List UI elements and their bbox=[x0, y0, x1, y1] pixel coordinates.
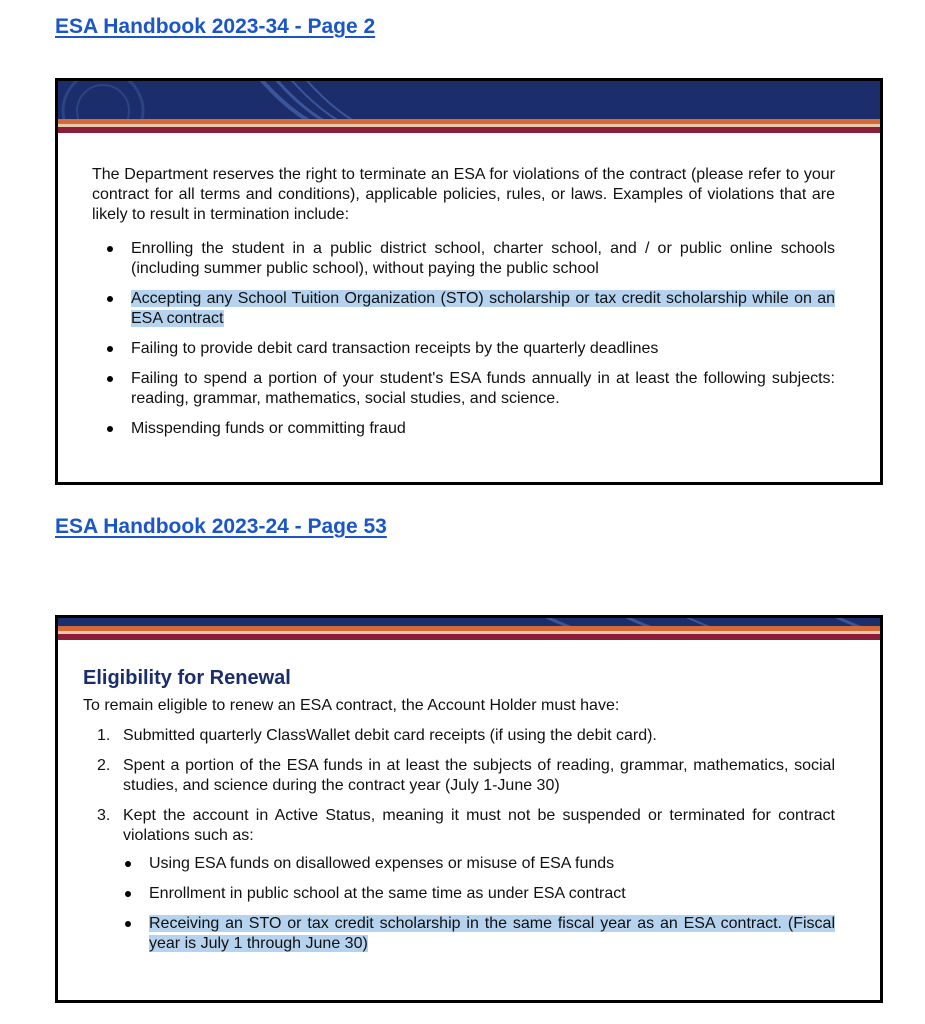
banner-decoration-icon bbox=[58, 618, 880, 626]
intro-paragraph: The Department reserves the right to terminate an ESA for violations of the contract (please refer to your contract for all terms and conditions), applicable policies, rules, or laws. Examples of violations that are likely to result in termination include: bbox=[92, 166, 835, 223]
handbook-excerpt-page-53 bbox=[55, 615, 883, 1003]
list-item bbox=[83, 726, 835, 746]
highlighted-text: Accepting any School Tuition Organization (STO) scholarship or tax credit scholarship while on an ESA contract bbox=[131, 290, 835, 327]
item-text: Spent a portion of the ESA funds in at least the subjects of reading, grammar, mathematics, social studies, and science during the contract year (July 1-June 30) bbox=[123, 757, 835, 794]
list-item: Failing to provide debit card transaction receipts by the quarterly deadlines bbox=[92, 339, 835, 359]
list-item bbox=[83, 806, 835, 954]
item-number: 3. bbox=[97, 807, 111, 824]
list-item bbox=[83, 756, 835, 796]
banner-decoration-icon bbox=[58, 81, 880, 119]
highlighted-text: Receiving an STO or tax credit scholarship in the same fiscal year as an ESA contract. (Fiscal year is July 1 through June 30) bbox=[149, 915, 835, 952]
header-banner bbox=[58, 81, 880, 133]
list-item-highlighted bbox=[123, 914, 835, 954]
list-item-highlighted bbox=[92, 289, 835, 329]
list-item: Using ESA funds on disallowed expenses or misuse of ESA funds bbox=[123, 854, 835, 874]
violations-list bbox=[92, 239, 835, 439]
handbook-page-53-link[interactable]: ESA Handbook 2023-24 - Page 53 bbox=[55, 515, 387, 538]
list-item: Enrolling the student in a public district school, charter school, and / or public online schools (including summer public school), without paying the public school bbox=[92, 239, 835, 279]
handbook-page-2-link[interactable]: ESA Handbook 2023-34 - Page 2 bbox=[55, 15, 376, 38]
excerpt-body bbox=[92, 165, 835, 449]
list-item: Misspending funds or committing fraud bbox=[92, 419, 835, 439]
item-text: Submitted quarterly ClassWallet debit card receipts (if using the debit card). bbox=[123, 727, 657, 744]
banner-red-stripe bbox=[58, 634, 880, 640]
list-item: Enrollment in public school at the same time as under ESA contract bbox=[123, 884, 835, 904]
section-title: Eligibility for Renewal bbox=[83, 667, 291, 689]
banner-navy-band bbox=[58, 81, 880, 119]
handbook-excerpt-page-2 bbox=[55, 78, 883, 485]
item-number: 2. bbox=[97, 757, 111, 774]
lead-paragraph: To remain eligible to renew an ESA contract, the Account Holder must have: bbox=[83, 697, 620, 714]
list-item: Failing to spend a portion of your student's ESA funds annually in at least the following subjects: reading, grammar, mathematics, social studies, and science. bbox=[92, 369, 835, 409]
header-banner bbox=[58, 618, 880, 640]
banner-red-stripe bbox=[58, 127, 880, 133]
banner-navy-band bbox=[58, 618, 880, 626]
excerpt-body bbox=[83, 666, 835, 964]
item-text: Kept the account in Active Status, meaning it must not be suspended or terminated for contract violations such as: bbox=[123, 807, 835, 844]
violation-examples-list bbox=[123, 854, 835, 954]
renewal-requirements-list bbox=[83, 726, 835, 954]
item-number: 1. bbox=[97, 727, 111, 744]
